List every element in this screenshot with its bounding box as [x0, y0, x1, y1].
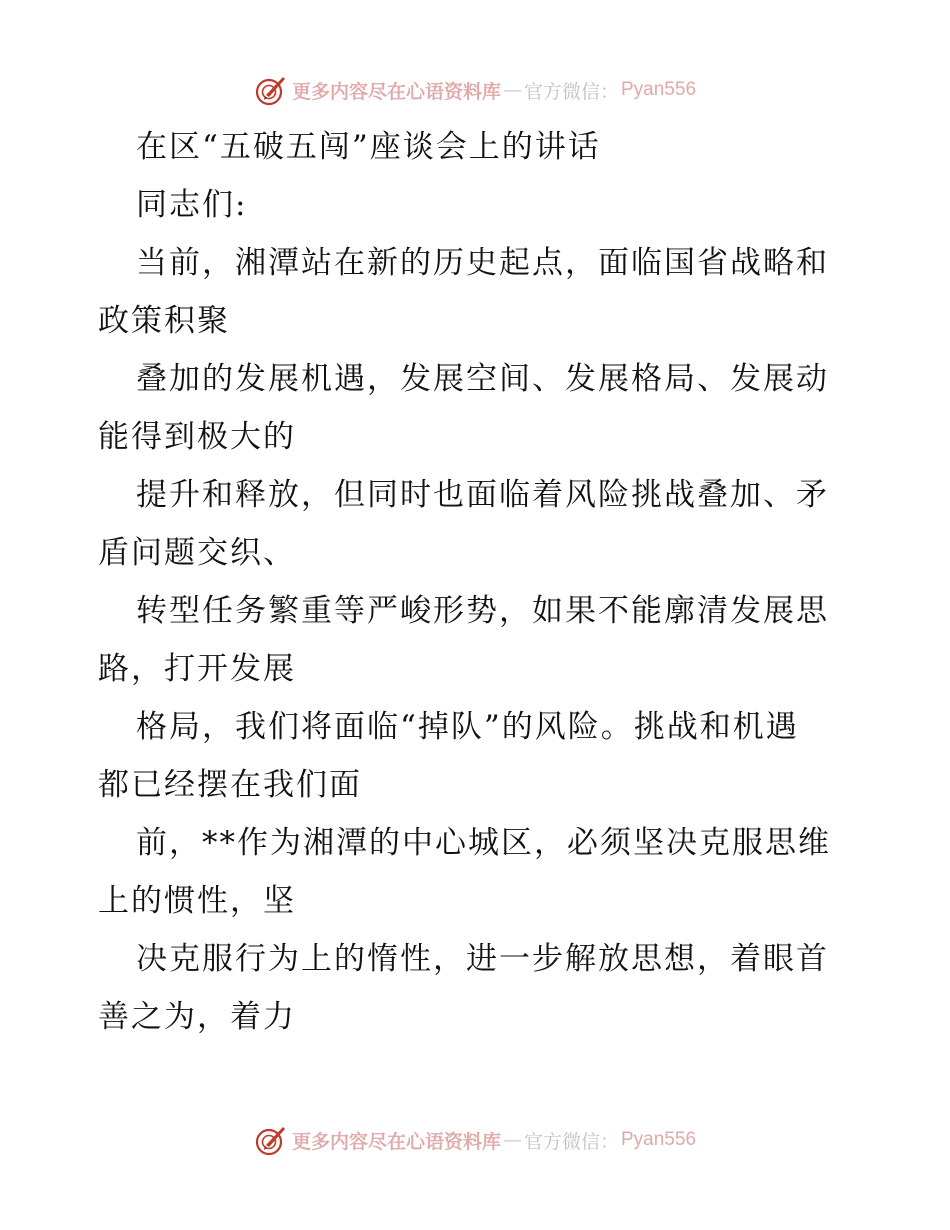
paragraph-line: 政策积聚 — [98, 303, 230, 339]
paragraph-line: 叠加的发展机遇，发展空间、发展格局、发展动 — [136, 361, 829, 397]
document-body — [98, 118, 858, 1046]
watermark-brand-text: 更多内容尽在心语资料库 — [291, 1130, 501, 1153]
paragraph-line: 盾问题交织、 — [98, 535, 296, 571]
watermark-brand-text: 更多内容尽在心语资料库 — [291, 80, 501, 103]
paragraph-line: 决克服行为上的惰性，进一步解放思想，着眼首 — [136, 941, 829, 977]
paragraph-line: 转型任务繁重等严峻形势，如果不能廓清发展思 — [136, 593, 829, 629]
watermark-dash: — — [502, 1129, 522, 1151]
paragraph-line: 能得到极大的 — [98, 419, 296, 455]
watermark-wechat-id: Pyan556 — [621, 1129, 697, 1150]
salutation: 同志们: — [136, 187, 248, 223]
paragraph-line: 格局，我们将面临“掉队”的风险。挑战和机遇 — [136, 709, 799, 745]
footer-watermark — [0, 1120, 950, 1160]
paragraph-line: 都已经摆在我们面 — [98, 767, 362, 803]
quill-logo-icon — [254, 1123, 288, 1157]
watermark-dash: — — [502, 79, 522, 101]
paragraph-line: 上的惯性，坚 — [98, 883, 296, 919]
watermark-official-label: 官方微信： — [523, 1130, 619, 1153]
paragraph-line: 善之为，着力 — [98, 999, 296, 1035]
header-watermark — [0, 70, 950, 110]
paragraph-line: 提升和释放，但同时也面临着风险挑战叠加、矛 — [136, 477, 829, 513]
paragraph-line: 当前，湘潭站在新的历史起点，面临国省战略和 — [136, 245, 829, 281]
paragraph-line: 前，**作为湘潭的中心城区，必须坚决克服思维 — [136, 825, 831, 861]
watermark-official-label: 官方微信： — [523, 80, 619, 103]
document-title: 在区“五破五闯”座谈会上的讲话 — [136, 129, 601, 165]
watermark-wechat-id: Pyan556 — [621, 79, 697, 100]
quill-logo-icon — [254, 73, 288, 107]
paragraph-line: 路，打开发展 — [98, 651, 296, 687]
